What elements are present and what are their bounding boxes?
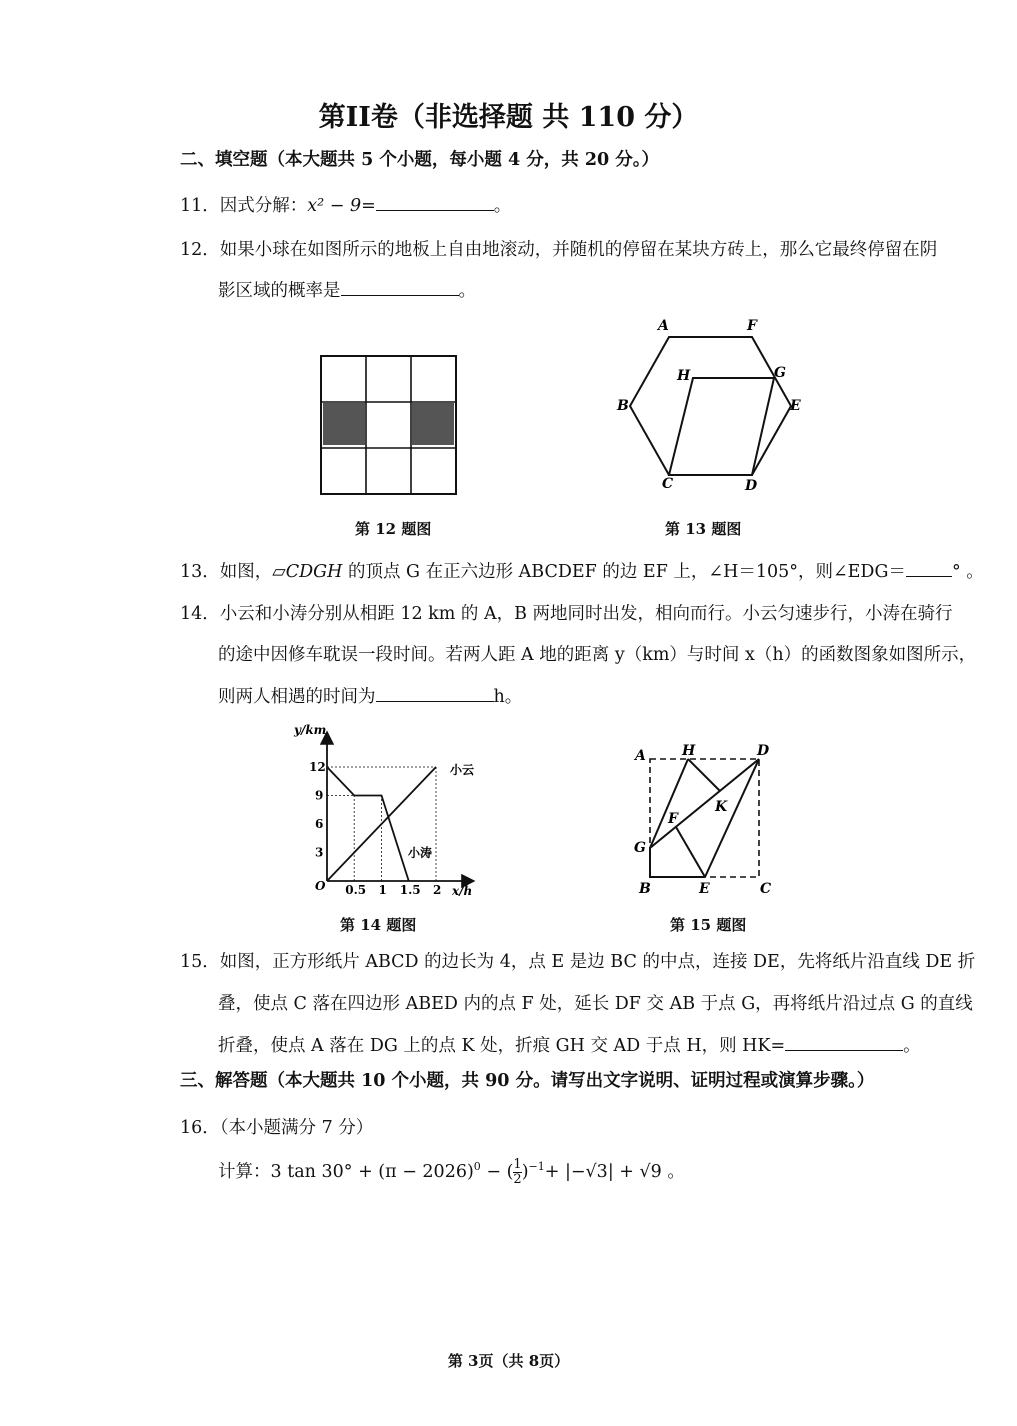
label-b: B <box>617 398 629 414</box>
label-f: F <box>668 811 678 827</box>
figure-12-caption: 第 12 题图 <box>355 520 432 538</box>
page-footer: 第 3页（共 8页） <box>447 1352 570 1370</box>
figure-13-caption: 第 13 题图 <box>665 520 742 538</box>
q12-text-1: 如果小球在如图所示的地板上自由地滚动，并随机的停留在某块方砖上，那么它最终停留在阴 <box>219 240 938 260</box>
figure-14-caption: 第 14 题图 <box>340 916 417 934</box>
x-axis-label: x/h <box>452 884 473 898</box>
q16-note: （本小题满分 7 分） <box>219 1118 374 1138</box>
q11-end: 。 <box>493 196 512 216</box>
q14-answer-blank[interactable] <box>376 687 494 702</box>
label-e: E <box>790 398 801 414</box>
series-line-xiaotao <box>327 767 409 881</box>
question-11 <box>180 192 511 217</box>
q16-number: 16． <box>180 1118 220 1138</box>
q16-exponent-0: 0 <box>473 1160 481 1174</box>
question-16-expression <box>218 1158 685 1187</box>
series-label-xiaotao: 小涛 <box>408 846 433 860</box>
q13-answer-blank[interactable] <box>906 562 952 577</box>
y-tick-label: 3 <box>315 845 324 860</box>
q13-end: ° 。 <box>951 562 984 582</box>
figure-12-tile-grid <box>320 355 460 497</box>
q16-exponent-neg1: −1 <box>528 1160 545 1174</box>
label-h: H <box>682 743 696 759</box>
q13-number: 13． <box>180 562 220 582</box>
q12-end: 。 <box>458 281 476 301</box>
label-f: F <box>747 318 757 334</box>
x-tick-label: 1.5 <box>399 883 421 897</box>
shaded-tile-left <box>323 403 365 445</box>
q11-answer-blank[interactable] <box>376 196 494 211</box>
x-tick-label: 1 <box>378 883 387 897</box>
figure-15-caption: 第 15 题图 <box>670 916 747 934</box>
page-title: 第II卷（非选择题 共 110 分） <box>318 102 699 133</box>
q16-fraction <box>513 1158 521 1187</box>
figure-14-chart <box>280 718 490 900</box>
label-a: A <box>658 318 669 334</box>
question-12-line-1 <box>180 236 937 261</box>
label-d: D <box>757 743 770 759</box>
crease-de <box>705 759 759 877</box>
q14-text-1: 小云和小涛分别从相距 12 km 的 A，B 两地同时出发，相向而行。小云匀速步行，小涛在骑行 <box>219 604 953 624</box>
q16-prefix: 计算： <box>218 1162 271 1182</box>
y-tick-label: 9 <box>315 788 324 803</box>
question-16-header <box>180 1114 373 1139</box>
label-e: E <box>699 881 710 897</box>
question-15-line-2: 叠，使点 C 落在四边形 ABED 内的点 F 处，延长 DF 交 AB 于点 G，再将纸片沿过点 G 的直线 <box>218 994 973 1014</box>
q11-number: 11． <box>180 196 220 216</box>
series-label-xiaoyun: 小云 <box>450 763 475 777</box>
label-g: G <box>774 365 786 381</box>
shaded-tile-right <box>412 403 454 445</box>
q16-frac-den: 2 <box>513 1172 522 1187</box>
question-14-line-1 <box>180 600 953 625</box>
q15-text-1: 如图，正方形纸片 ABCD 的边长为 4，点 E 是边 BC 的中点，连接 DE，先将纸片沿直线 DE 折 <box>219 952 976 972</box>
question-15-line-1 <box>180 948 975 973</box>
section-2-heading: 二、填空题（本大题共 5 个小题，每小题 4 分，共 20 分。） <box>180 150 660 170</box>
q14-text-3: 则两人相遇的时间为 <box>218 687 376 707</box>
section-3-heading: 三、解答题（本大题共 10 个小题，共 90 分。请写出文字说明、证明过程或演算步骤。） <box>180 1071 875 1091</box>
q16-minus: − ( <box>480 1162 514 1182</box>
q12-answer-blank[interactable] <box>341 281 459 296</box>
label-c: C <box>662 476 674 492</box>
q16-frac-num: 1 <box>513 1157 522 1172</box>
q15-end: 。 <box>903 1036 921 1056</box>
q11-expression: x² − 9= <box>307 196 376 216</box>
question-15-line-3 <box>218 1032 921 1057</box>
y-tick-label: 6 <box>315 817 324 831</box>
label-k: K <box>715 799 728 815</box>
question-14-line-2: 的途中因修车耽误一段时间。若两人距 A 地的距离 y（km）与时间 x（h）的函数图象如图所示， <box>218 645 977 665</box>
label-b: B <box>639 881 651 897</box>
q15-number: 15． <box>180 952 220 972</box>
y-axis-label: y/km <box>294 723 327 737</box>
q13-text-1: 如图， <box>219 562 273 582</box>
line-fe <box>676 827 705 877</box>
q15-text-3: 折叠，使点 A 落在 DG 上的点 K 处，折痕 GH 交 AD 于点 H，则 HK= <box>218 1036 786 1056</box>
figure-15-square <box>625 738 785 898</box>
question-13 <box>180 558 984 583</box>
q14-number: 14． <box>180 604 220 624</box>
q13-parallelogram: ▱CDGH <box>272 562 343 582</box>
label-d: D <box>745 478 758 494</box>
q12-number: 12． <box>180 240 220 260</box>
figure-13-hexagon <box>610 310 810 495</box>
x-tick-label: 2 <box>433 883 442 897</box>
q16-abs-part: + |−√3| + √9 。 <box>544 1162 685 1182</box>
question-14-line-3 <box>218 683 522 708</box>
crease-gh <box>650 759 688 848</box>
q16-close-paren: ) <box>521 1162 529 1182</box>
parallelogram-cdgh <box>669 378 774 475</box>
question-12-line-2 <box>218 277 476 302</box>
q14-end: h。 <box>493 687 523 707</box>
q11-text: 因式分解： <box>219 196 308 216</box>
line-hk <box>688 759 720 791</box>
label-h: H <box>677 368 691 384</box>
origin-label: O <box>315 879 326 893</box>
q16-term-1: 3 tan 30° + (π − 2026) <box>270 1162 474 1182</box>
label-a: A <box>635 748 646 764</box>
q15-answer-blank[interactable] <box>785 1036 903 1051</box>
label-g: G <box>634 840 646 856</box>
q12-text-2: 影区域的概率是 <box>218 281 341 301</box>
x-tick-label: 0.5 <box>345 883 367 897</box>
q13-text-2: 的顶点 G 在正六边形 ABCDEF 的边 EF 上，∠H＝105°，则∠EDG＝ <box>342 562 906 582</box>
label-c: C <box>760 881 772 897</box>
y-tick-label: 12 <box>309 760 326 774</box>
